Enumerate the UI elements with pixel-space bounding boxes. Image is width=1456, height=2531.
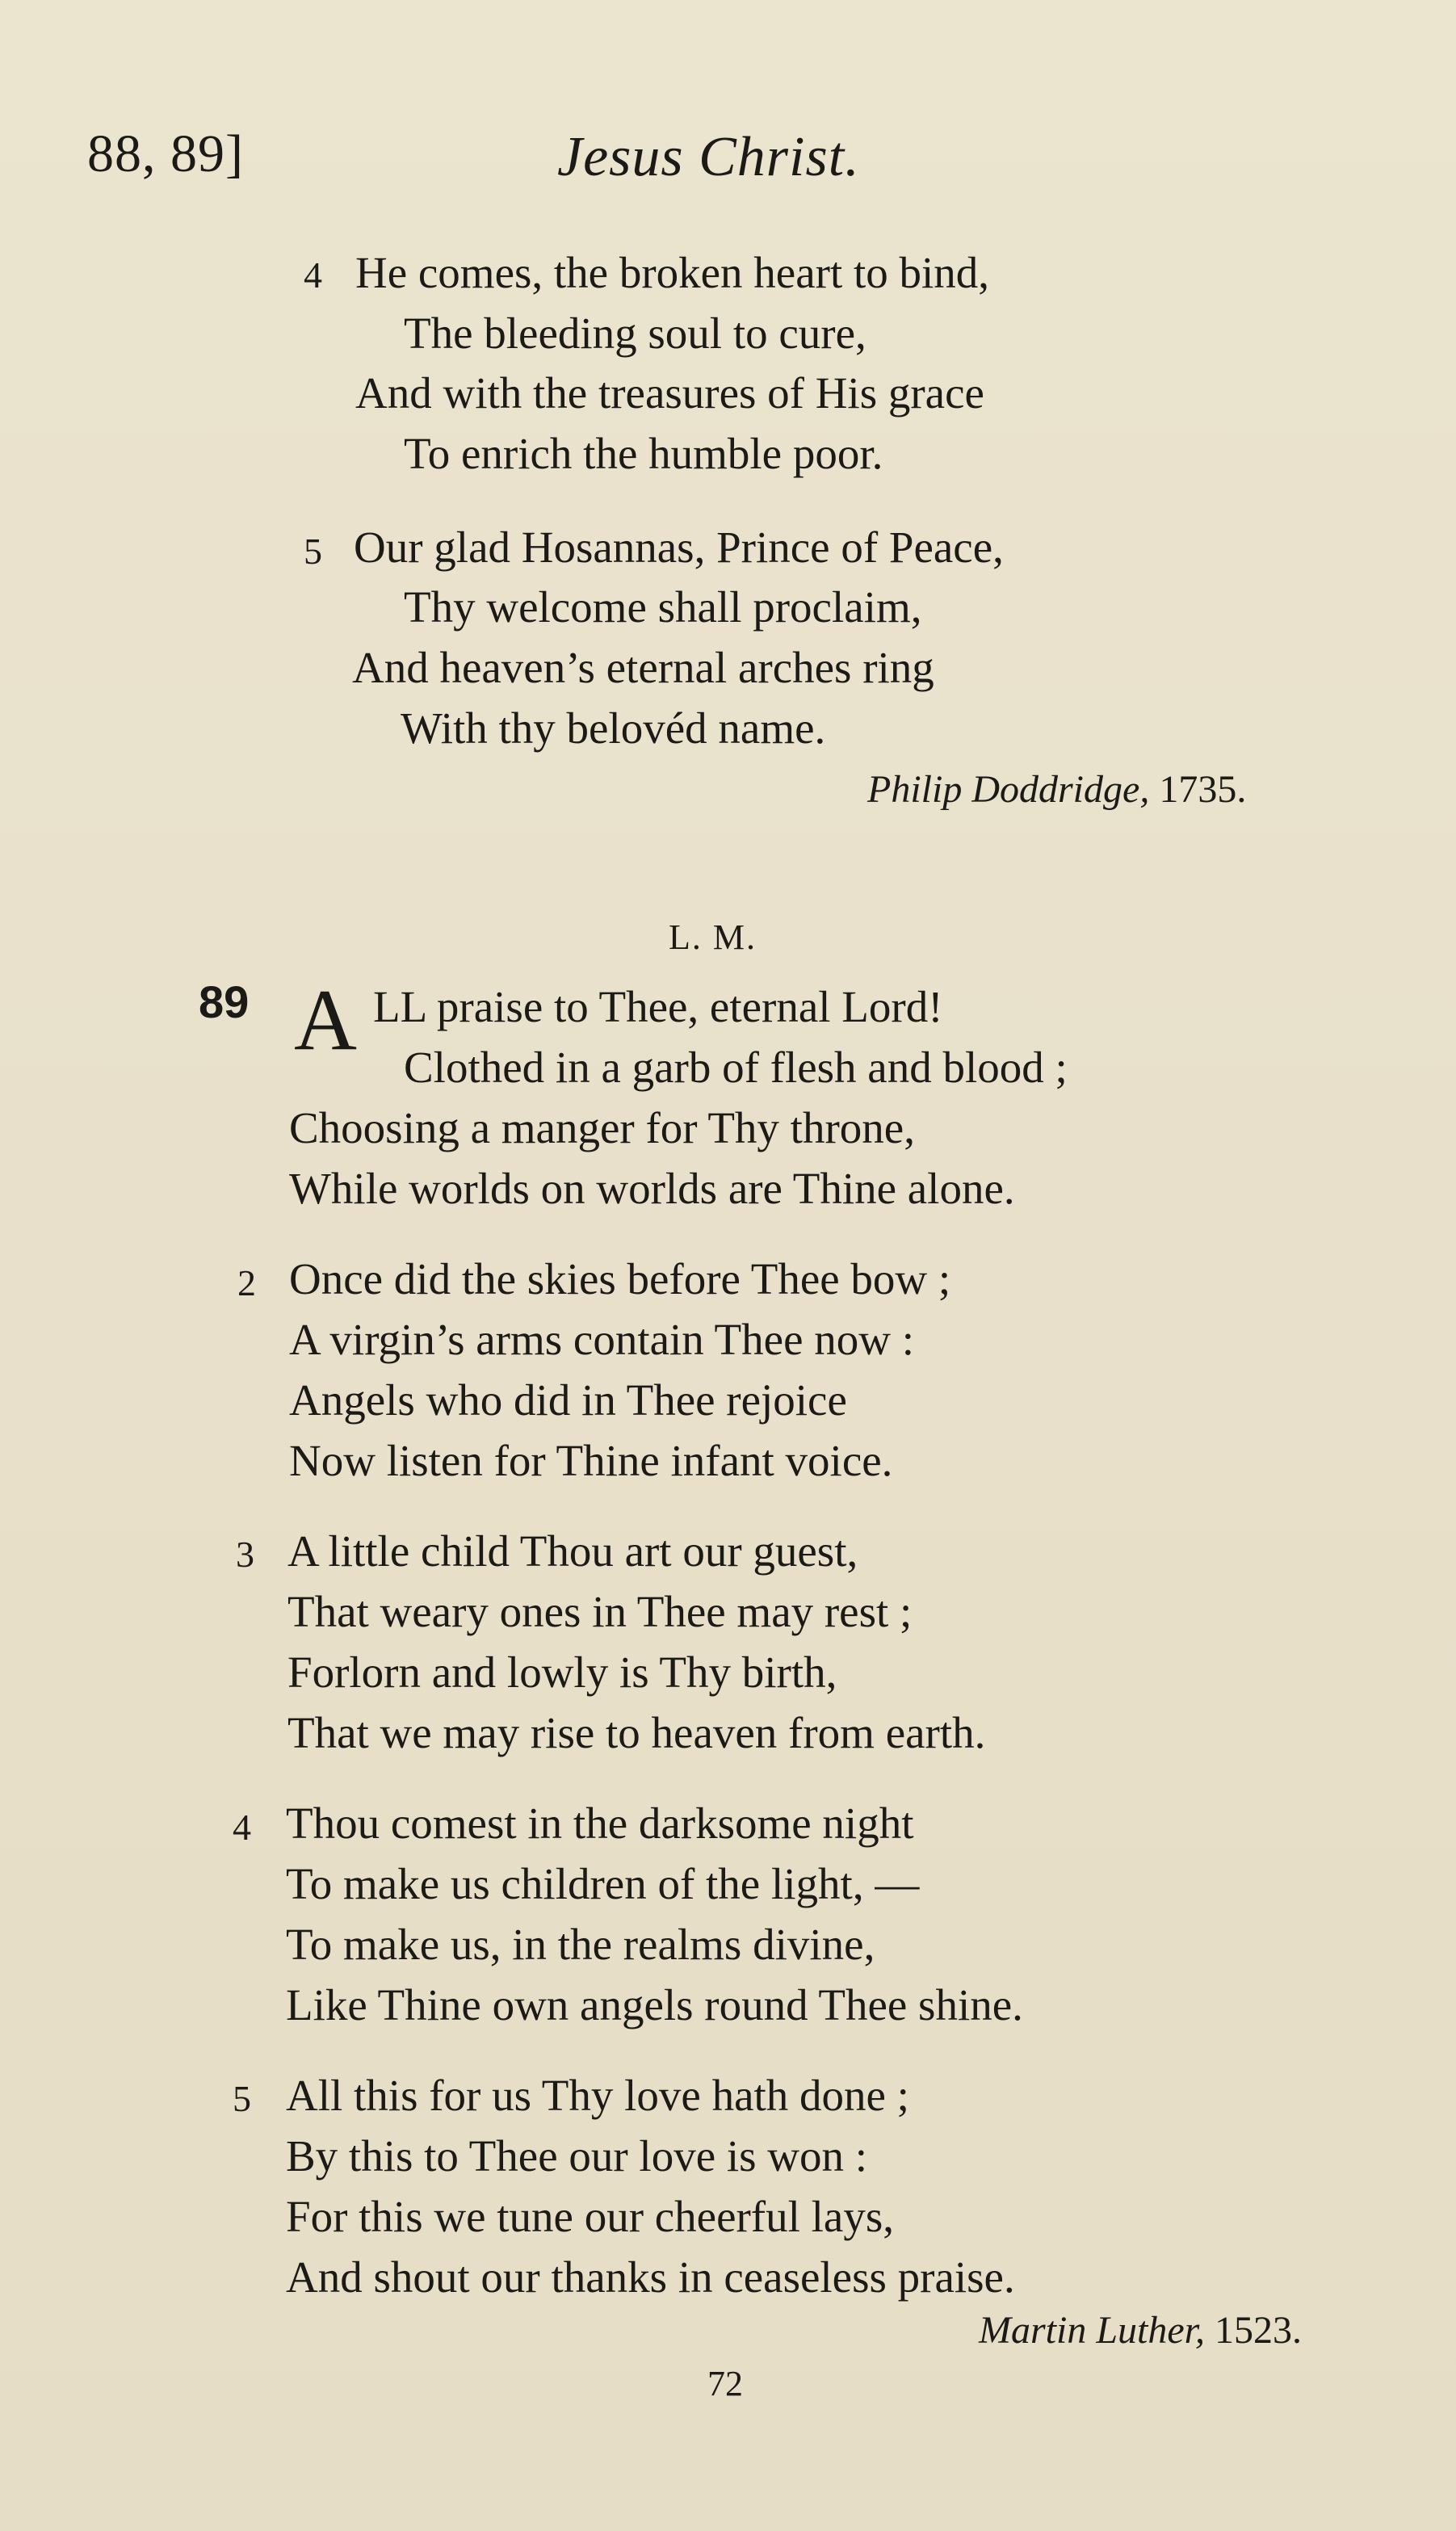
hymn-89-meter: L. M. bbox=[669, 917, 757, 957]
stanza-number: 4 bbox=[233, 1807, 251, 1848]
hymn-line: While worlds on worlds are Thine alone. bbox=[289, 1164, 1015, 1213]
page-number: 72 bbox=[707, 2364, 743, 2403]
hymn-line: Once did the skies before Thee bow ; bbox=[289, 1254, 951, 1303]
hymn-89-attribution bbox=[979, 2311, 1302, 2350]
author-name: Philip Doddridge, bbox=[867, 768, 1150, 811]
stanza-number: 4 bbox=[304, 254, 322, 296]
hymn-line: A virgin’s arms contain Thee now : bbox=[289, 1315, 914, 1364]
hymn-line: To enrich the humble poor. bbox=[404, 429, 883, 478]
hymn-line: The bleeding soul to cure, bbox=[404, 309, 866, 358]
hymn-line: That weary ones in Thee may rest ; bbox=[287, 1587, 913, 1636]
hymn-line: Choosing a manger for Thy throne, bbox=[289, 1103, 915, 1152]
hymn-88-attribution bbox=[867, 770, 1246, 809]
hymn-line: LL praise to Thee, eternal Lord! bbox=[373, 982, 943, 1031]
hymn-line: With thy belovéd name. bbox=[401, 703, 826, 753]
hymn-line: By this to Thee our love is won : bbox=[286, 2131, 868, 2181]
hymn-line: He comes, the broken heart to bind, bbox=[355, 248, 990, 297]
author-year: 1523. bbox=[1215, 2309, 1303, 2352]
hymn-line: For this we tune our cheerful lays, bbox=[286, 2192, 895, 2241]
hymn-line: That we may rise to heaven from earth. bbox=[287, 1708, 986, 1757]
header-hymn-range: 88, 89] bbox=[87, 124, 244, 183]
stanza-number: 5 bbox=[304, 531, 322, 572]
hymn-line: And shout our thanks in ceaseless praise. bbox=[286, 2252, 1015, 2302]
author-year: 1735. bbox=[1159, 768, 1247, 811]
stanza-number: 5 bbox=[233, 2078, 251, 2119]
hymn-line: Our glad Hosannas, Prince of Peace, bbox=[354, 523, 1004, 572]
header-section-title: Jesus Christ. bbox=[557, 126, 860, 188]
author-name: Martin Luther, bbox=[979, 2309, 1206, 2352]
hymn-89-number: 89 bbox=[199, 976, 250, 1027]
hymn-line: Thou comest in the darksome night bbox=[286, 1799, 914, 1848]
hymn-line: And heaven’s eternal arches ring bbox=[352, 643, 934, 692]
stanza-number: 2 bbox=[237, 1262, 256, 1303]
hymn-line: All this for us Thy love hath done ; bbox=[286, 2071, 909, 2120]
hymn-line: To make us, in the realms divine, bbox=[286, 1920, 875, 1969]
hymn-line: Clothed in a garb of flesh and blood ; bbox=[404, 1043, 1068, 1092]
hymn-line: A little child Thou art our guest, bbox=[287, 1526, 858, 1576]
hymn-line: Like Thine own angels round Thee shine. bbox=[286, 1980, 1023, 2029]
stanza-number: 3 bbox=[236, 1534, 254, 1575]
hymn-line: And with the treasures of His grace bbox=[355, 368, 984, 418]
drop-cap-letter: A bbox=[294, 972, 357, 1068]
hymn-line: Thy welcome shall proclaim, bbox=[404, 582, 922, 632]
hymn-line: To make us children of the light, — bbox=[286, 1859, 920, 1908]
hymn-line: Angels who did in Thee rejoice bbox=[289, 1375, 847, 1425]
hymn-line: Forlorn and lowly is Thy birth, bbox=[287, 1647, 837, 1697]
hymn-line: Now listen for Thine infant voice. bbox=[289, 1436, 893, 1485]
